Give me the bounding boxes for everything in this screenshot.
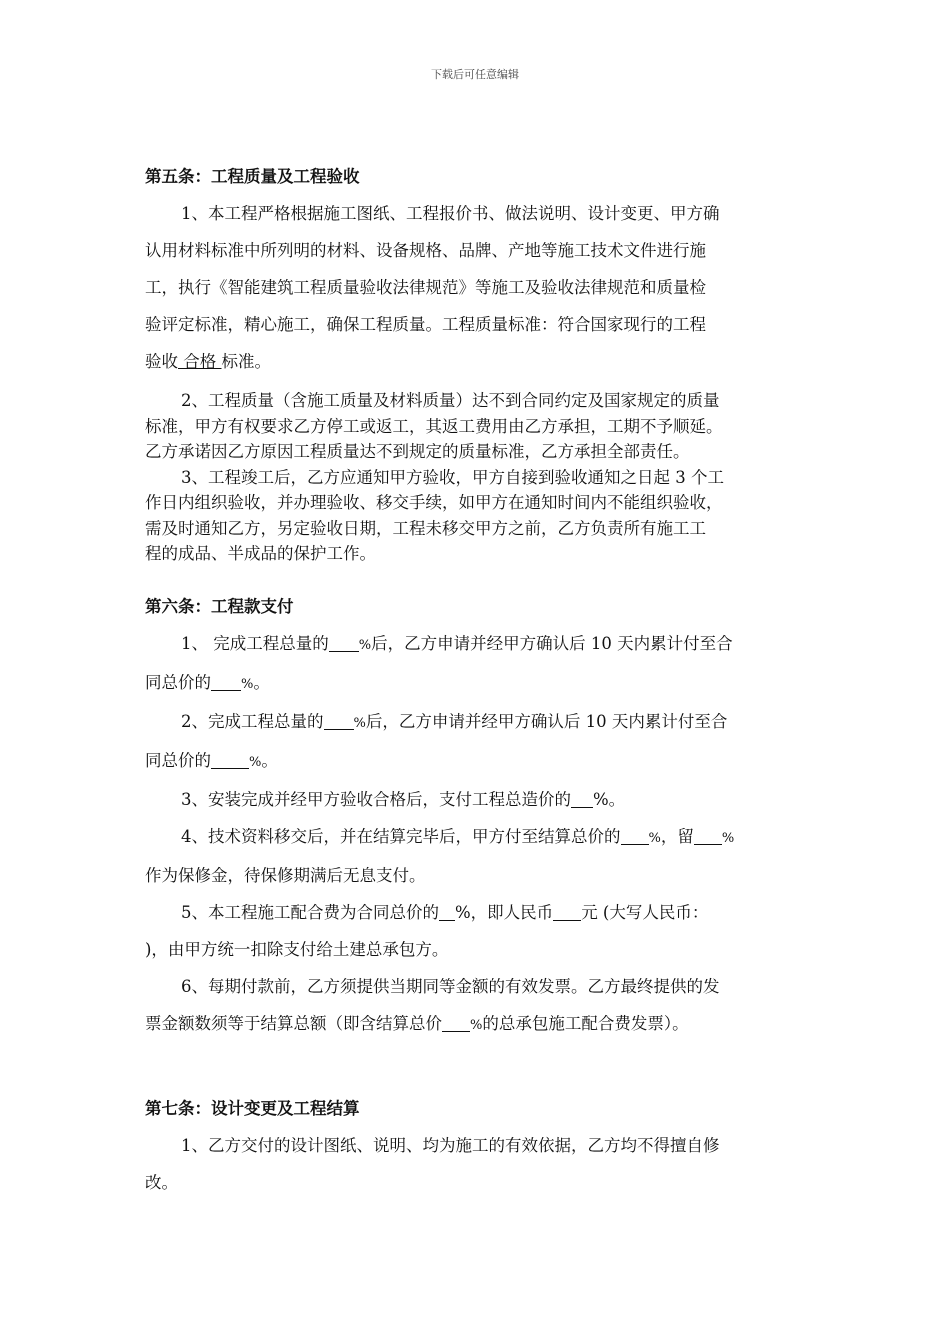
section-5 — [145, 158, 810, 567]
section-5-paragraph-1: 1、本工程严格根据施工图纸、工程报价书、做法说明、设计变更、甲方确 认用材料标准中所列明的材料、设备规格、品牌、产地等施工技术文件进行施 工，执行《智能建筑工程质量验收法律规范》等施工及验收法律规范和质量检 验评定标准，精心施工，确保工程质量。工程质量标准：符合国家现行的工程 验收 合格 标准。 — [145, 204, 720, 371]
blank-field — [621, 828, 649, 845]
blank-field — [329, 635, 359, 652]
blank-field — [694, 828, 722, 845]
payment-item-5: 5、本工程施工配合费为合同总价的 %，即人民币 元 (大写人民币： )，由甲方统一扣除支付给土建总承包方。 — [145, 903, 709, 959]
blank-field — [571, 791, 593, 808]
section-5-title: 第五条：工程质量及工程验收 — [145, 167, 360, 186]
payment-item-4: 4、技术资料移交后，并在结算完毕后，甲方付至结算总价的 %，留 % 作为保修金，待保修期满后无息支付。 — [145, 827, 735, 885]
section-5-paragraph-2: 2、工程质量（含施工质量及材料质量）达不到合同约定及国家规定的质量 标准，甲方有权要求乙方停工或返工，其返工费用由乙方承担，工期不予顺延。 乙方承诺因乙方原因工程质量达不到规定的质量标准，乙方承担全部责任。 — [145, 391, 723, 461]
blank-field — [324, 713, 354, 730]
payment-item-3: 3、安装完成并经甲方验收合格后，支付工程总造价的 %。 — [181, 790, 626, 809]
section-5-paragraph-3: 3、工程竣工后，乙方应通知甲方验收，甲方自接到验收通知之日起 3 个工 作日内组织验收，并办理验收、移交手续，如甲方在通知时间内不能组织验收， 需及时通知乙方，另定验收日期，工程未移交甲方之前，乙方负责所有施工工 程的成品、半成品的保护工作。 — [145, 467, 724, 563]
section-6-title: 第六条：工程款支付 — [145, 597, 294, 616]
section-7 — [145, 1090, 810, 1201]
blank-field — [439, 904, 455, 921]
page-header: 下载后可任意编辑 — [431, 68, 519, 81]
quality-standard-value: 合格 — [178, 352, 222, 371]
section-6 — [145, 588, 810, 1044]
blank-field — [442, 1015, 470, 1032]
blank-field — [553, 904, 581, 921]
payment-item-6: 6、每期付款前，乙方须提供当期同等金额的有效发票。乙方最终提供的发 票金额数须等于结算总额（即含结算总价 %的总承包施工配合费发票）。 — [145, 977, 720, 1033]
section-7-paragraph-1: 1、乙方交付的设计图纸、说明、均为施工的有效依据，乙方均不得擅自修 改。 — [145, 1136, 720, 1192]
payment-item-2: 2、完成工程总量的 %后，乙方申请并经甲方确认后 10 天内累计付至合 同总价的 %。 — [145, 712, 728, 770]
section-7-title: 第七条：设计变更及工程结算 — [145, 1099, 360, 1118]
payment-item-1: 1、 完成工程总量的 %后，乙方申请并经甲方确认后 10 天内累计付至合 同总价的 %。 — [145, 634, 733, 692]
blank-field — [211, 752, 249, 769]
blank-field — [211, 674, 241, 691]
